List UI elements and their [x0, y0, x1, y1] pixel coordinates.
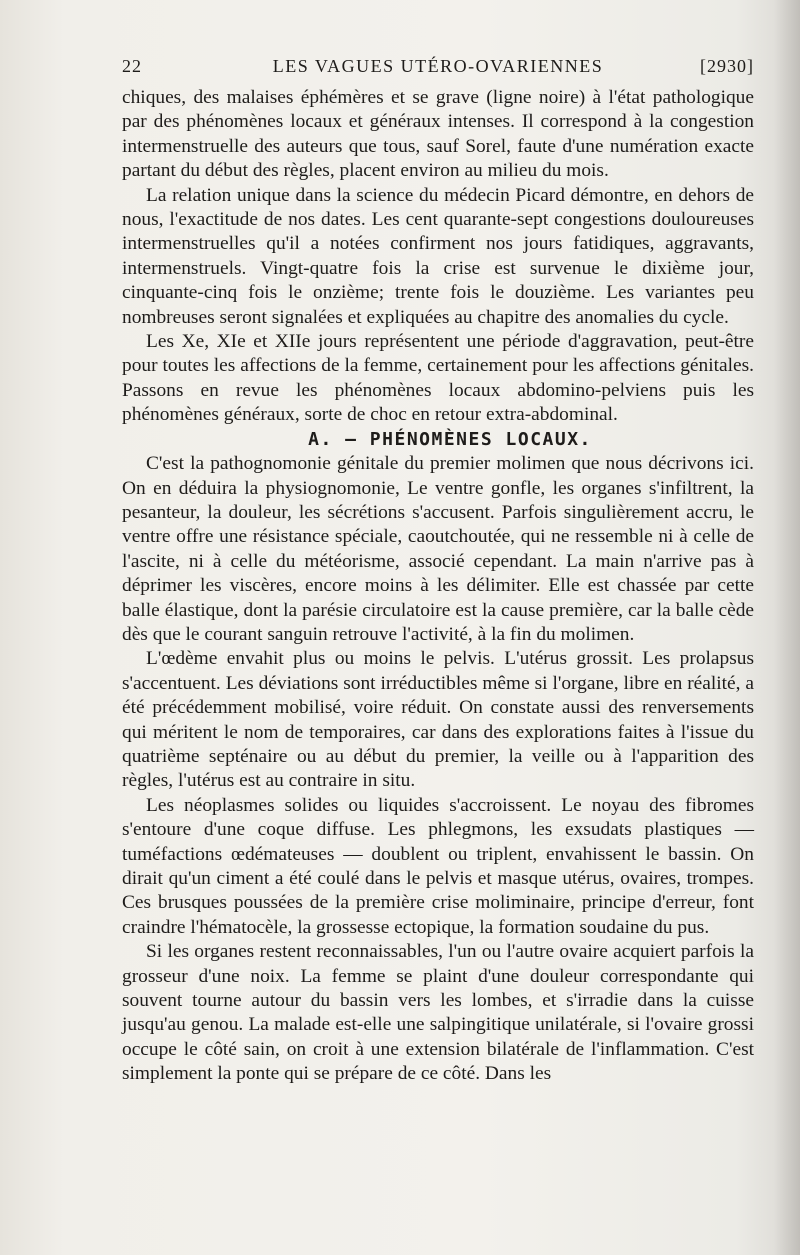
paragraph: La relation unique dans la science du médecin Picard démontre, en dehors de nous, l'exactitude de nos dates. Les cent quarante-sept congestions douloureuses intermenstruelles qu'il a notées confirment nos jours fatidiques, aggravants, intermenstruels. Vingt-quatre fois la crise est survenue le dixième jour, cinquante-cinq fois le onzième; trente fois le douzième. Les variantes peu nombreuses seront signalées et expliquées au chapitre des anomalies du cycle.: [122, 184, 754, 328]
paragraph: Les néoplasmes solides ou liquides s'accroissent. Le noyau des fibromes s'entoure d'une coque diffuse. Les phlegmons, les exsudats plastiques — tuméfactions œdémateuses — doublent ou triplent, envahissent le bassin. On dirait qu'un ciment a été coulé dans le pelvis et masque utérus, ovaires, trompes. Ces brusques poussées de la première crise moliminaire, principe d'erreur, font craindre l'hématocèle, la grossesse ectopique, la formation soudaine du pus.: [122, 794, 754, 938]
paragraph: C'est la pathognomonie génitale du premier molimen que nous décrivons ici. On en déduira la physiognomonie, Le ventre gonfle, les organes s'infiltrent, la pesanteur, la douleur, les sécrétions s'accusent. Parfois singulièrement accru, le ventre offre une résistance spéciale, caoutchoutée, qui ne ressemble ni à celle de l'ascite, ni à celle du météorisme, associé cependant. La main n'arrive pas à déprimer les viscères, encore moins à les délimiter. Elle est chassée par cette balle élastique, dont la parésie circulatoire est la cause première, car la balle cède dès que le courant sanguin retrouve l'activité, à la fin du molimen.: [122, 453, 754, 645]
page-edge-shadow: [774, 0, 800, 1255]
paragraph: Les Xe, XIe et XIIe jours représentent une période d'aggravation, peut-être pour toutes les affections de la femme, certainement pour les affections génitales. Passons en revue les phénomènes locaux abdomino-pelviens puis les phénomènes généraux, sorte de choc en retour extra-abdominal.: [122, 331, 754, 426]
paragraph: Si les organes restent reconnaissables, l'un ou l'autre ovaire acquiert parfois la grosseur d'une noix. La femme se plaint d'une douleur correspondante qui souvent tourne autour du bassin vers les lombes, et s'irradie dans la cuisse jusqu'au genou. La malade est-elle une salpingitique unilatérale, si l'ovaire grossi occupe le côté sain, on croit à une extension bilatérale de l'inflammation. C'est simplement la ponte qui se prépare de ce côté. Dans les: [122, 941, 754, 1085]
paragraph: chiques, des malaises éphémères et se grave (ligne noire) à l'état pathologique par des phénomènes locaux et généraux intenses. Il correspond à la congestion intermenstruelle des auteurs que tous, sauf Sorel, faute d'une numération exacte partant du début des règles, placent environ au milieu du mois.: [122, 87, 754, 182]
page-number: 22: [122, 56, 142, 76]
running-head: [122, 56, 754, 82]
paragraph: L'œdème envahit plus ou moins le pelvis. L'utérus grossit. Les prolapsus s'accentuent. Les déviations sont irréductibles même si l'organe, libre en réalité, a été précédemment mobilisé, voire réduit. On constate aussi des renversements qui méritent le nom de temporaires, car dans des explorations faites à l'issue du quatrième septénaire ou au début du premier, la veille ou à l'apparition des règles, l'utérus est au contraire in situ.: [122, 648, 754, 792]
section-title: A. — PHÉNOMÈNES LOCAUX.: [308, 428, 592, 450]
reference-number: [2930]: [700, 56, 754, 76]
running-title: LES VAGUES UTÉRO-OVARIENNES: [272, 56, 604, 76]
body-text: [122, 86, 754, 1087]
